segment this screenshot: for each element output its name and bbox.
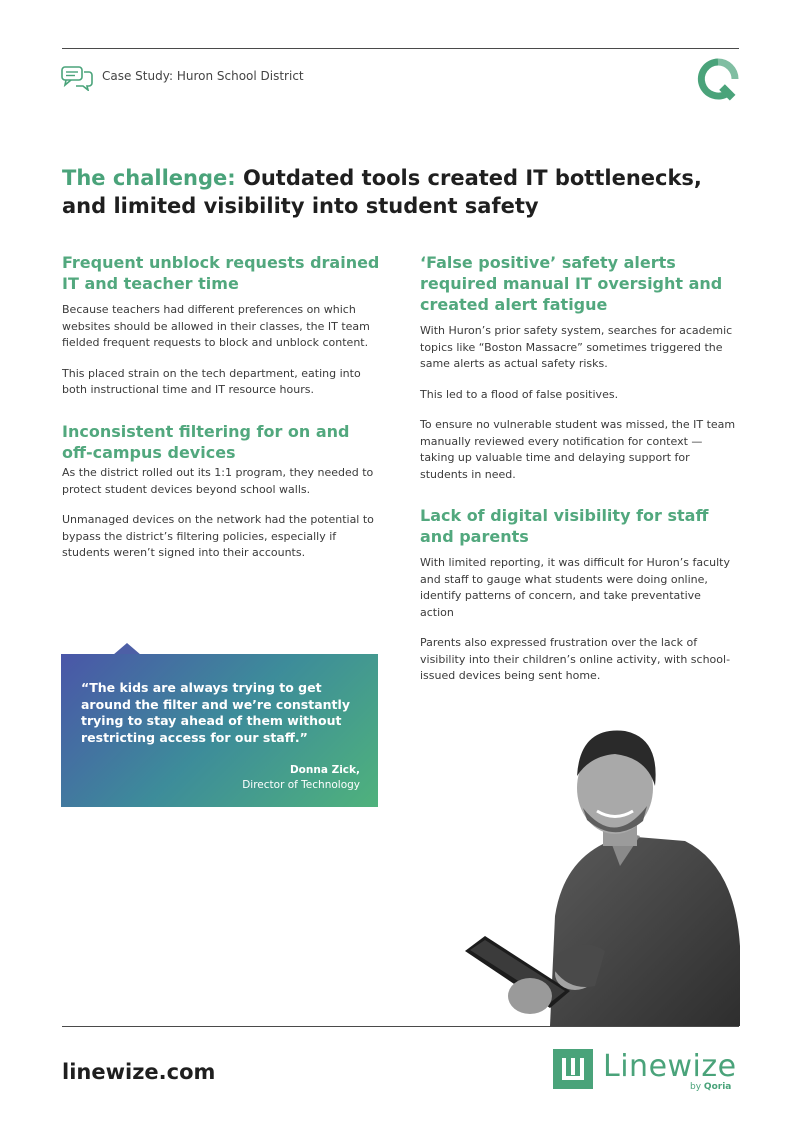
quote-attribution (242, 763, 360, 793)
section-inconsistent-filtering (62, 421, 380, 576)
byline-parent: Qoria (703, 1082, 732, 1092)
linewize-mark-icon (553, 1049, 593, 1089)
linewize-byline (690, 1082, 731, 1092)
chat-bubbles-icon (61, 65, 93, 91)
section-heading: ‘False positive’ safety alerts required manual IT oversight and created alert fatigue (420, 253, 723, 314)
qoria-q-logo (696, 58, 740, 102)
section-paragraph: As the district rolled out its 1:1 program, they needed to protect student devices beyond school walls. (62, 466, 374, 496)
person-with-tablet-photo (455, 716, 745, 1026)
section-heading: Lack of digital visibility for staff and parents (420, 506, 709, 546)
title-accent: The challenge: (62, 166, 236, 190)
linewize-logo-icon (553, 1049, 593, 1089)
section-paragraph: Unmanaged devices on the network had the potential to bypass the district’s filtering policies, especially if students weren’t signed into their accounts. (62, 513, 374, 559)
section-paragraph: To ensure no vulnerable student was missed, the IT team manually reviewed every notification for context — taking up valuable time and delaying support for students in need. (420, 418, 736, 481)
section-paragraph: With Huron’s prior safety system, searches for academic topics like “Boston Massacre” sometimes triggered the same alerts as actual safety risks. (420, 324, 733, 370)
quote-author-role: Director of Technology (242, 779, 360, 791)
section-heading: Frequent unblock requests drained IT and teacher time (62, 253, 380, 293)
section-heading: Inconsistent filtering for on and off-campus devices (62, 422, 350, 462)
section-paragraph: This placed strain on the tech department, eating into both instructional time and IT resource hours. (62, 366, 361, 396)
footer-url[interactable]: linewize.com (62, 1060, 216, 1084)
section-paragraph: Parents also expressed frustration over the lack of visibility into their children’s online activity, with school-issued devices being sent home. (420, 636, 731, 682)
quote-card (61, 643, 378, 807)
header-label: Case Study: Huron School District (102, 69, 304, 83)
section-paragraph: Because teachers had different preferences on which websites should be allowed in their classes, the IT team fielded frequent requests to block and unblock content. (62, 303, 370, 349)
top-rule (62, 48, 739, 49)
linewize-wordmark: Linewize (603, 1049, 737, 1084)
section-digital-visibility (420, 505, 738, 699)
title-rest: Outdated tools created IT bottlenecks, and limited visibility into student safety (62, 166, 702, 218)
section-unblock-requests (62, 252, 380, 413)
section-paragraph: This led to a flood of false positives. (420, 387, 619, 401)
quote-text: “The kids are always trying to get around the filter and we’re constantly trying to stay ahead of them without restricting access for our staff.” (81, 680, 350, 745)
quote-box (61, 654, 378, 807)
quote-author-name: Donna Zick, (289, 764, 360, 776)
section-false-positives (420, 252, 738, 497)
section-paragraph: With limited reporting, it was difficult for Huron’s faculty and staff to gauge what students were doing online, identify patterns of concern, and take preventative action (420, 556, 730, 619)
page-title (62, 164, 702, 220)
byline-by: by (690, 1082, 702, 1092)
bottom-rule (62, 1026, 739, 1027)
